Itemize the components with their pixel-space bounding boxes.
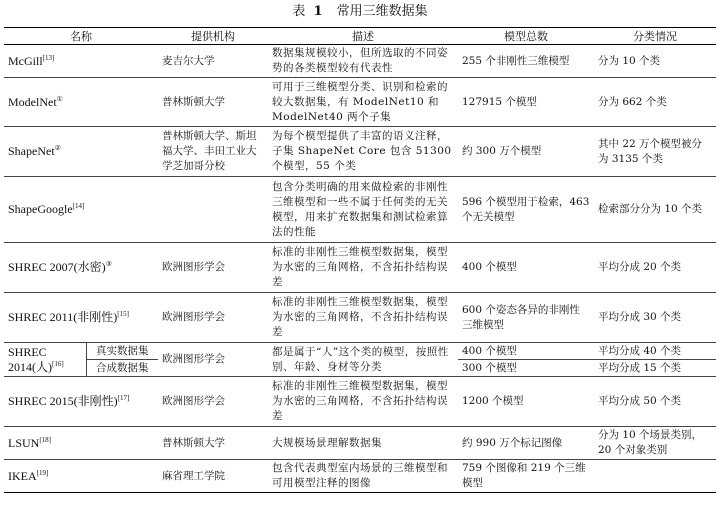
header-total: 模型总数 [458,28,594,45]
cell-name: ShapeNet② [4,127,158,177]
cell-total: 1200 个模型 [458,377,594,427]
cell-desc: 标准的非刚性三维模型数据集，模型为水密的三角网格，不含拓扑结构误差 [268,293,458,343]
cell-total: 127915 个模型 [458,78,594,127]
caption-number: 1 [313,4,323,19]
cell-desc: 大规模场景理解数据集 [268,427,458,460]
cell-class: 平均分成 30 个类 [594,293,716,343]
cell-org [158,177,268,243]
table-row [4,127,716,177]
header-desc: 描述 [268,28,458,45]
cell-org: 欧洲图形学会 [158,377,268,427]
cell-org: 普林斯顿大学 [158,427,268,460]
dataset-table [4,27,716,493]
cell-total: 596 个模型用于检索，463 个无关模型 [458,177,594,243]
cell-desc: 标准的非刚性三维模型数据集，模型为水密的三角网格，不含拓扑结构误差 [268,243,458,293]
table-header-row [4,28,716,45]
cell-org: 欧洲图形学会 [158,243,268,293]
cell-total: 400 个模型 [458,343,594,360]
cell-total: 759 个图像和 219 个三维模型 [458,460,594,493]
cell-class: 平均分成 50 个类 [594,377,716,427]
cell-name: SHREC 2011(非刚性)[15] [4,293,158,343]
caption-title: 常用三维数据集 [336,4,428,19]
cell-class: 分为 10 个场景类别，20 个对象类别 [594,427,716,460]
caption-label: 表 [292,4,306,19]
cell-class: 分为 10 个类 [594,45,716,78]
cell-class [594,460,716,493]
cell-class: 分为 662 个类 [594,78,716,127]
cell-total: 300 个模型 [458,360,594,377]
table-caption [0,4,720,20]
cell-name: SHREC 2015(非刚性)[17] [4,377,158,427]
header-org: 提供机构 [158,28,268,45]
cell-total: 600 个姿态各异的非刚性三维模型 [458,293,594,343]
cell-org: 欧洲图形学会 [158,293,268,343]
cell-class: 平均分成 15 个类 [594,360,716,377]
table-row [4,427,716,460]
cell-name: SHREC 2007(水密)③ [4,243,158,293]
cell-desc: 包含分类明确的用来做检索的非刚性三维模型和一些不属于任何类的无关模型，用来扩充数据集和测试检索算法的性能 [268,177,458,243]
table-row [4,177,716,243]
cell-class: 平均分成 20 个类 [594,243,716,293]
cell-desc: 为每个模型提供了丰富的语义注释，子集 ShapeNet Core 包含 51300 个模型，55 个类 [268,127,458,177]
cell-desc: 标准的非刚性三维模型数据集，模型为水密的三角网格，不含拓扑结构误差 [268,377,458,427]
cell-name: IKEA[19] [4,460,158,493]
cell-desc: 数据集规模较小，但所选取的不同姿势的各类模型较有代表性 [268,45,458,78]
cell-total: 约 300 万个模型 [458,127,594,177]
cell-name: ModelNet① [4,78,158,127]
header-class: 分类情况 [594,28,716,45]
table-row [4,78,716,127]
table-row [4,243,716,293]
cell-name: SHREC 2014(人)[16] [4,343,86,377]
table-row [4,343,716,360]
table-row [4,460,716,493]
table-row [4,45,716,78]
cell-class: 其中 22 万个模型被分为 3135 个类 [594,127,716,177]
cell-org: 麦吉尔大学 [158,45,268,78]
cell-class: 平均分成 40 个类 [594,343,716,360]
table-row [4,293,716,343]
cell-name: ShapeGoogle[14] [4,177,158,243]
cell-total: 255 个非刚性三维模型 [458,45,594,78]
cell-total: 约 990 万个标记图像 [458,427,594,460]
cell-org: 麻省理工学院 [158,460,268,493]
cell-subset-real: 真实数据集 [86,343,158,360]
table-row [4,377,716,427]
cell-name: McGill[13] [4,45,158,78]
cell-class: 检索部分分为 10 个类 [594,177,716,243]
cell-desc: 可用于三维模型分类、识别和检索的较大数据集，有 ModelNet10 和 ModelNet40 两个子集 [268,78,458,127]
cell-desc: 包含代表典型室内场景的三维模型和可用模型注释的图像 [268,460,458,493]
cell-name: LSUN[18] [4,427,158,460]
cell-total: 400 个模型 [458,243,594,293]
header-name: 名称 [4,28,158,45]
cell-org: 欧洲图形学会 [158,343,268,377]
cell-subset-synthetic: 合成数据集 [86,360,158,377]
cell-desc: 都是属于“人”这个类的模型，按照性别、年龄、身材等分类 [268,343,458,377]
cell-org: 普林斯顿大学、斯坦福大学、丰田工业大学芝加哥分校 [158,127,268,177]
cell-org: 普林斯顿大学 [158,78,268,127]
